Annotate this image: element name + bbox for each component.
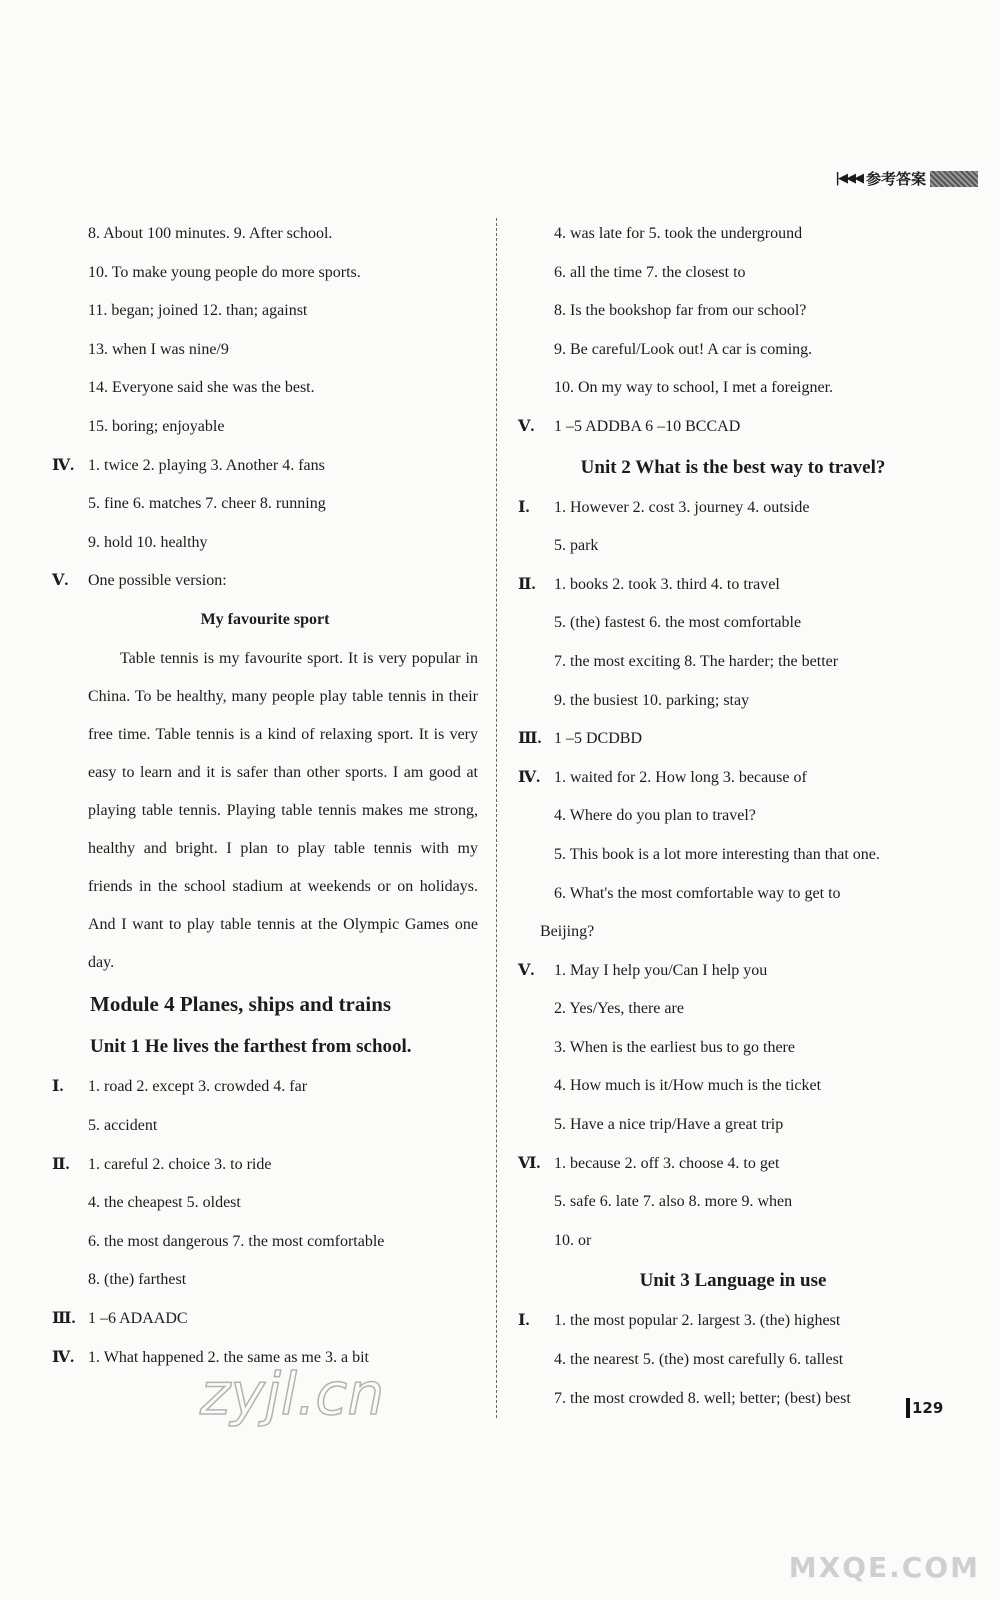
answer-text: 1 –5 ADDBA 6 –10 BCCAD <box>554 417 741 435</box>
answer-text: 1. the most popular 2. largest 3. (the) highest <box>554 1312 841 1330</box>
answer-line <box>52 562 478 601</box>
answer-text: 1 –5 DCDBD <box>554 730 643 748</box>
answer-line <box>518 913 948 952</box>
column-divider <box>496 218 497 1418</box>
answer-text: 10. On my way to school, I met a foreigner. <box>554 379 834 397</box>
answer-text: 13. when I was nine/9 <box>88 340 229 358</box>
answer-line <box>518 1183 948 1222</box>
corner-mark: MXQE.COM <box>788 1551 980 1584</box>
answer-line <box>518 527 948 566</box>
answer-text: 1. May I help you/Can I help you <box>554 961 768 979</box>
answer-text: Beijing? <box>540 923 595 941</box>
answer-text: 4. Where do you plan to travel? <box>554 807 756 825</box>
answer-text: 5. This book is a lot more interesting than that one. <box>554 845 880 863</box>
answer-text: One possible version: <box>88 572 227 590</box>
answer-line <box>52 292 478 331</box>
answer-line <box>518 1106 948 1145</box>
section-numeral: Ⅲ. <box>52 1309 76 1327</box>
answer-line <box>518 952 948 991</box>
module-title: Module 4 Planes, ships and trains <box>90 992 392 1017</box>
answer-text: 8. Is the bookshop far from our school? <box>554 302 807 320</box>
answer-line <box>518 604 948 643</box>
answer-line <box>52 1223 478 1262</box>
answer-text: 1. road 2. except 3. crowded 4. far <box>88 1078 308 1096</box>
answer-line <box>52 1107 478 1146</box>
page-number <box>906 1398 943 1418</box>
answer-line <box>52 447 478 486</box>
page-number-text: 129 <box>912 1399 944 1417</box>
answer-line <box>52 485 478 524</box>
answer-text: 5. safe 6. late 7. also 8. more 9. when <box>554 1193 793 1211</box>
answer-line <box>52 215 478 254</box>
answer-text: 15. boring; enjoyable <box>88 417 225 435</box>
answer-line <box>518 682 948 721</box>
header-pattern-bar <box>930 171 978 187</box>
left-answer-list-top <box>52 215 478 601</box>
answer-text: 5. park <box>554 537 599 555</box>
answer-text: 6. the most dangerous 7. the most comfortable <box>88 1232 385 1250</box>
answer-line <box>518 369 948 408</box>
essay-title: My favourite sport <box>200 610 330 628</box>
answer-text: 9. Be careful/Look out! A car is coming. <box>554 340 813 358</box>
answer-text: 6. all the time 7. the closest to <box>554 263 746 281</box>
answer-line <box>518 566 948 605</box>
answer-text: 5. Have a nice trip/Have a great trip <box>554 1116 784 1134</box>
answer-line <box>518 292 948 331</box>
answer-text: 4. the cheapest 5. oldest <box>88 1194 241 1212</box>
answer-text: 10. or <box>554 1231 592 1249</box>
answer-text: 14. Everyone said she was the best. <box>88 379 315 397</box>
section-numeral: Ⅴ. <box>518 417 535 435</box>
answer-text: 1. books 2. took 3. third 4. to travel <box>554 575 780 593</box>
section-numeral: Ⅰ. <box>518 498 530 516</box>
answer-line <box>518 408 948 447</box>
answer-line <box>52 369 478 408</box>
answer-line <box>518 720 948 759</box>
section-numeral: Ⅰ. <box>52 1078 64 1096</box>
answer-text: 5. (the) fastest 6. the most comfortable <box>554 614 802 632</box>
header-title: 参考答案 <box>865 170 926 188</box>
essay-paragraph: Table tennis is my favourite sport. It is very popular in China. To be healthy, many people play table tennis in their free time. Table tennis is a kind of relaxing sport. It is very easy to learn and it is safer than other sports. I am good at playing table tennis. Playing table tennis makes me strong, healthy and bright. I plan to play table tennis with my friends in the school stadium at weekends or on holidays. And I want to play table tennis at the Olympic Games one day. <box>88 649 478 972</box>
page-header <box>835 168 978 189</box>
section-numeral: Ⅳ. <box>518 768 541 786</box>
answer-line <box>52 1068 478 1107</box>
answer-line <box>518 797 948 836</box>
answer-text: 1 –6 ADAADC <box>88 1309 188 1327</box>
answer-line <box>52 1261 478 1300</box>
answer-text: 1. twice 2. playing 3. Another 4. fans <box>88 456 325 474</box>
answer-text: 1. What happened 2. the same as me 3. a bit <box>88 1348 369 1366</box>
answer-text: 7. the most exciting 8. The harder; the better <box>554 652 839 670</box>
answer-line <box>518 489 948 528</box>
answer-line <box>518 643 948 682</box>
answer-text: 4. How much is it/How much is the ticket <box>554 1077 822 1095</box>
section-numeral: Ⅳ. <box>52 456 75 474</box>
answer-line <box>518 215 948 254</box>
answer-line <box>518 1145 948 1184</box>
answer-text: 6. What's the most comfortable way to get to <box>554 884 841 902</box>
left-answer-list-bottom <box>52 1068 478 1377</box>
answer-text: 5. accident <box>88 1116 158 1134</box>
answer-text: 10. To make young people do more sports. <box>88 263 361 281</box>
unit1-title: Unit 1 He lives the farthest from school. <box>90 1036 412 1058</box>
answer-text: 8. (the) farthest <box>88 1271 187 1289</box>
answer-line <box>518 1341 948 1380</box>
answer-line <box>52 254 478 293</box>
answer-line <box>518 759 948 798</box>
answer-line <box>52 1300 478 1339</box>
section-numeral: Ⅳ. <box>52 1348 75 1366</box>
answer-line <box>518 1380 948 1419</box>
answer-line <box>52 331 478 370</box>
right-answer-list-c <box>518 1302 948 1418</box>
answer-text: 1. careful 2. choice 3. to ride <box>88 1155 272 1173</box>
answer-line <box>518 254 948 293</box>
answer-line <box>518 1222 948 1261</box>
section-numeral: Ⅵ. <box>518 1154 541 1172</box>
answer-line <box>518 1067 948 1106</box>
unit2-title: Unit 2 What is the best way to travel? <box>580 456 886 478</box>
section-numeral: Ⅰ. <box>518 1312 530 1330</box>
section-numeral: Ⅲ. <box>518 730 542 748</box>
answer-text: 9. hold 10. healthy <box>88 533 208 551</box>
answer-text: 11. began; joined 12. than; against <box>88 302 308 320</box>
watermark: zyjl.cn <box>200 1360 385 1428</box>
answer-line <box>518 836 948 875</box>
right-answer-list-a <box>518 215 948 447</box>
answer-line <box>52 1146 478 1185</box>
answer-text: 3. When is the earliest bus to go there <box>554 1038 795 1056</box>
section-numeral: Ⅱ. <box>518 575 536 593</box>
answer-line <box>518 875 948 914</box>
section-numeral: Ⅴ. <box>518 961 535 979</box>
answer-text: 8. About 100 minutes. 9. After school. <box>88 225 333 242</box>
right-answer-list-b <box>518 489 948 1261</box>
answer-line <box>518 1029 948 1068</box>
answer-line <box>518 990 948 1029</box>
left-column <box>52 215 478 1377</box>
answer-text: 4. was late for 5. took the underground <box>554 225 803 242</box>
section-numeral: Ⅴ. <box>52 572 69 590</box>
answer-line <box>52 524 478 563</box>
section-numeral: Ⅱ. <box>52 1155 70 1173</box>
answer-text: 5. fine 6. matches 7. cheer 8. running <box>88 495 326 513</box>
page-number-marker <box>906 1398 910 1418</box>
answer-text: 1. However 2. cost 3. journey 4. outside <box>554 498 810 516</box>
unit3-title: Unit 3 Language in use <box>639 1270 827 1292</box>
answer-text: 2. Yes/Yes, there are <box>554 1000 684 1018</box>
answer-line <box>52 1184 478 1223</box>
answer-text: 1. because 2. off 3. choose 4. to get <box>554 1154 780 1172</box>
answer-text: 9. the busiest 10. parking; stay <box>554 691 750 709</box>
arrow-icons: |◀◀◀ <box>835 171 862 186</box>
answer-line <box>518 1302 948 1341</box>
answer-text: 7. the most crowded 8. well; better; (best) best <box>554 1389 851 1407</box>
right-column <box>518 215 948 1418</box>
answer-text: 1. waited for 2. How long 3. because of <box>554 768 807 786</box>
answer-line <box>52 408 478 447</box>
answer-line <box>518 331 948 370</box>
answer-text: 4. the nearest 5. (the) most carefully 6. tallest <box>554 1351 844 1369</box>
